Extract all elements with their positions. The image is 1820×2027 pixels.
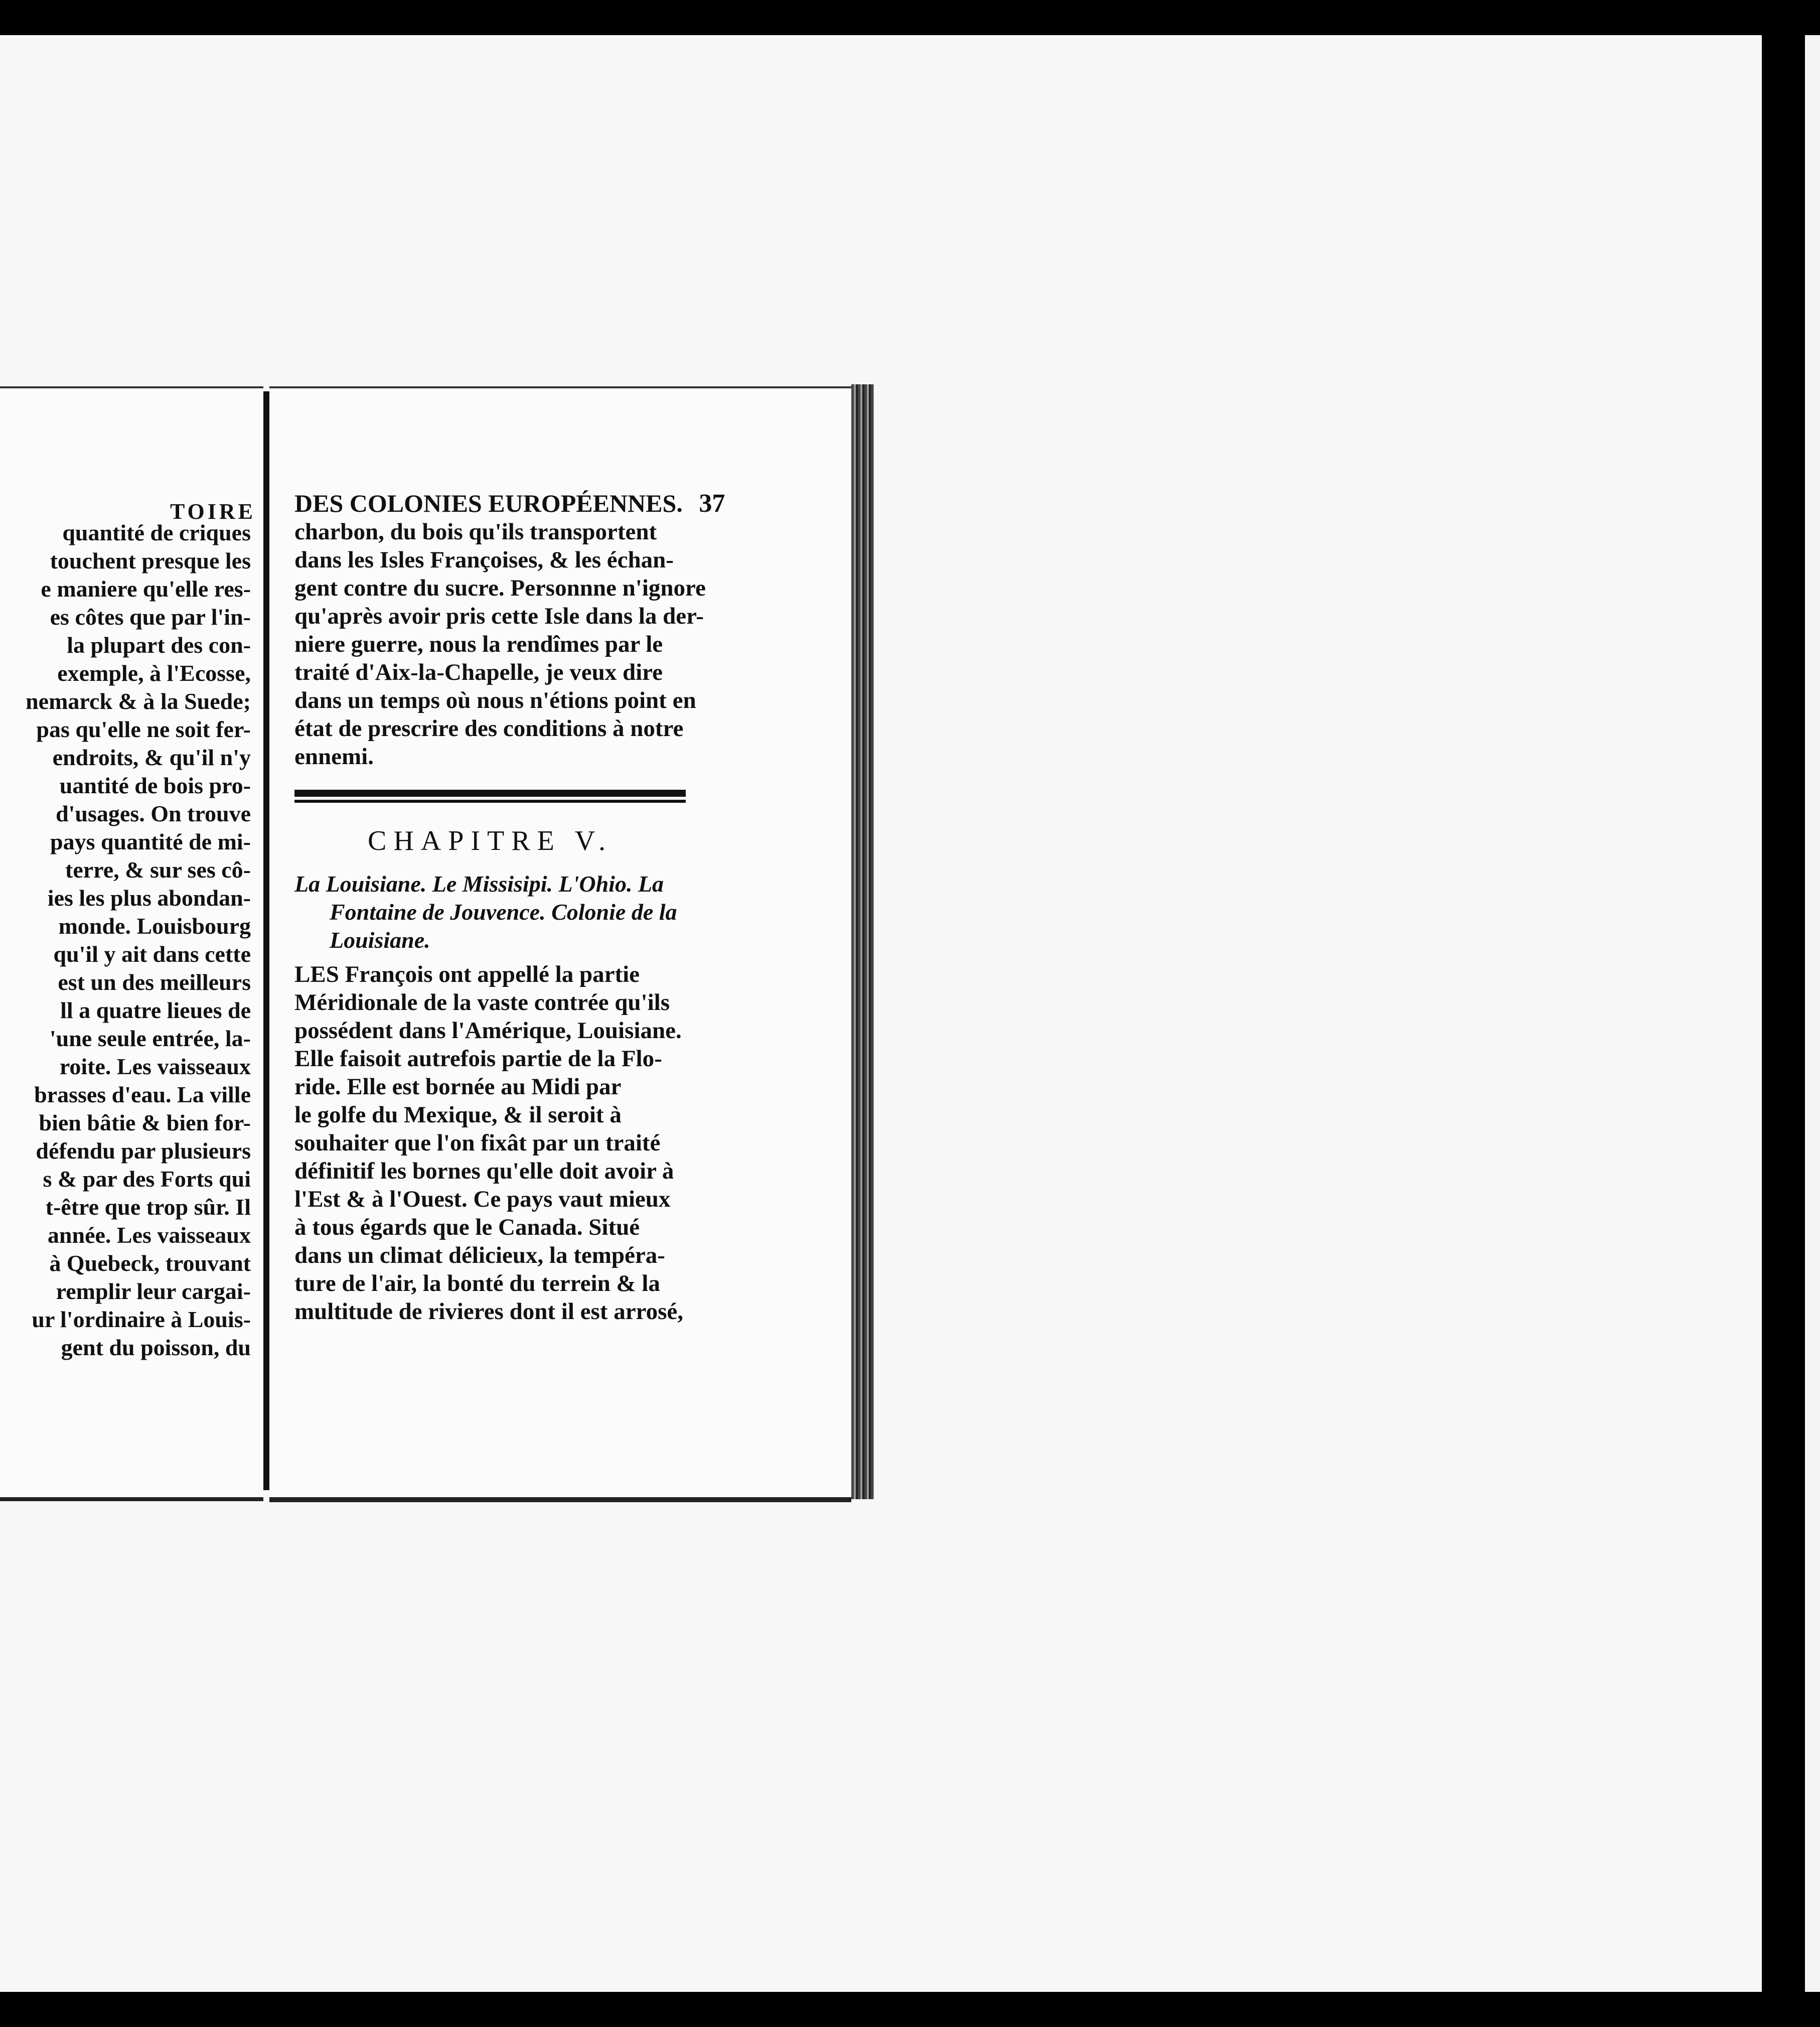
text-line: définitif les bornes qu'elle doit avoir à <box>294 1158 674 1184</box>
text-line: à Quebeck, trouvant <box>49 1250 251 1276</box>
text-line: exemple, à l'Ecosse, <box>57 660 251 686</box>
next-scan-edge <box>1801 35 1820 1992</box>
text-line: t-être que trop sûr. Il <box>45 1194 251 1220</box>
left-running-head: TOIRE <box>170 499 256 524</box>
text-line: monde. Louisbourg <box>58 913 251 939</box>
text-line: uantité de bois pro- <box>59 773 251 798</box>
left-page-text <box>0 519 251 1362</box>
text-line: année. Les vaisseaux <box>47 1222 251 1248</box>
text-line: endroits, & qu'il n'y <box>52 745 251 770</box>
page-number: 37 <box>699 489 725 518</box>
running-head-title: DES COLONIES EUROPÉENNES. <box>294 489 683 517</box>
text-line: roite. Les vaisseaux <box>59 1054 251 1079</box>
text-line: es côtes que par l'in- <box>50 604 251 630</box>
open-book <box>0 371 883 1515</box>
text-line: LES François ont appellé la partie <box>294 961 640 987</box>
text-line: ennemi. <box>294 744 374 770</box>
text-line: Méridionale de la vaste contrée qu'ils <box>294 989 670 1016</box>
text-line: multitude de rivieres dont il est arrosé, <box>294 1298 683 1325</box>
text-line: est un des meilleurs <box>58 969 251 995</box>
text-line: à tous égards que le Canada. Situé <box>294 1214 640 1240</box>
chapter-title: CHAPITRE V. <box>367 825 613 856</box>
text-line: le golfe du Mexique, & il seroit à <box>294 1102 622 1128</box>
text-line: gent du poisson, du <box>61 1335 251 1360</box>
text-line: la plupart des con- <box>67 632 251 658</box>
book-gutter <box>263 391 269 1490</box>
text-line: bien bâtie & bien for- <box>39 1110 251 1135</box>
text-line: souhaiter que l'on fixât par un traité <box>294 1130 661 1156</box>
text-line: ur l'ordinaire à Louis- <box>32 1307 251 1332</box>
left-page <box>0 386 263 1501</box>
text-line: pays quantité de mi- <box>50 829 251 854</box>
text-line: niere guerre, nous la rendîmes par le <box>294 631 663 657</box>
text-line: dans un climat délicieux, la tempéra- <box>294 1242 665 1268</box>
text-line: état de prescrire des conditions à notre <box>294 715 684 742</box>
text-line: pas qu'elle ne soit fer- <box>36 716 251 742</box>
chapter-divider-thin <box>294 800 686 803</box>
text-line: touchent presque les <box>50 548 251 573</box>
text-line: qu'après avoir pris cette Isle dans la der- <box>294 603 704 629</box>
continuation-text <box>294 518 706 771</box>
text-line: défendu par plusieurs <box>36 1138 251 1164</box>
summary-line: Fontaine de Jouvence. Colonie de la <box>330 899 677 925</box>
text-line: dans un temps où nous n'étions point en <box>294 687 696 713</box>
text-line: nemarck & à la Suede; <box>26 688 251 714</box>
summary-line: Louisiane. <box>330 927 430 953</box>
summary-line: La Louisiane. Le Missisipi. L'Ohio. La <box>294 871 664 897</box>
text-line: l'Est & à l'Ouest. Ce pays vaut mieux <box>294 1186 671 1212</box>
text-line: dans les Isles Françoises, & les échan- <box>294 547 674 573</box>
chapter-summary <box>294 870 696 954</box>
text-line: qu'il y ait dans cette <box>53 941 251 967</box>
text-line: terre, & sur ses cô- <box>65 857 251 883</box>
text-line: remplir leur cargai- <box>56 1278 251 1304</box>
text-line: ll a quatre lieues de <box>60 997 251 1023</box>
text-line: 'une seule entrée, la- <box>49 1026 251 1051</box>
text-line: ture de l'air, la bonté du terrein & la <box>294 1270 660 1296</box>
text-line: Elle faisoit autrefois partie de la Flo- <box>294 1046 662 1072</box>
right-running-head <box>294 489 725 518</box>
text-line: s & par des Forts qui <box>43 1166 251 1192</box>
text-line: ies les plus abondan- <box>47 885 251 911</box>
text-line: gent contre du sucre. Personnne n'ignore <box>294 575 706 601</box>
text-line: d'usages. On trouve <box>56 801 251 826</box>
chapter-divider-thick <box>294 790 686 797</box>
text-line: e maniere qu'elle res- <box>41 576 251 602</box>
text-line: possédent dans l'Amérique, Louisiane. <box>294 1018 682 1044</box>
text-line: brasses d'eau. La ville <box>34 1082 251 1107</box>
text-line: traité d'Aix-la-Chapelle, je veux dire <box>294 659 663 685</box>
text-line: charbon, du bois qu'ils transportent <box>294 519 657 545</box>
chapter-body <box>294 960 696 1326</box>
right-page <box>269 386 851 1502</box>
text-line: ride. Elle est bornée au Midi par <box>294 1074 622 1100</box>
text-line: quantité de criques <box>62 520 251 545</box>
page-block-edge <box>851 384 874 1499</box>
